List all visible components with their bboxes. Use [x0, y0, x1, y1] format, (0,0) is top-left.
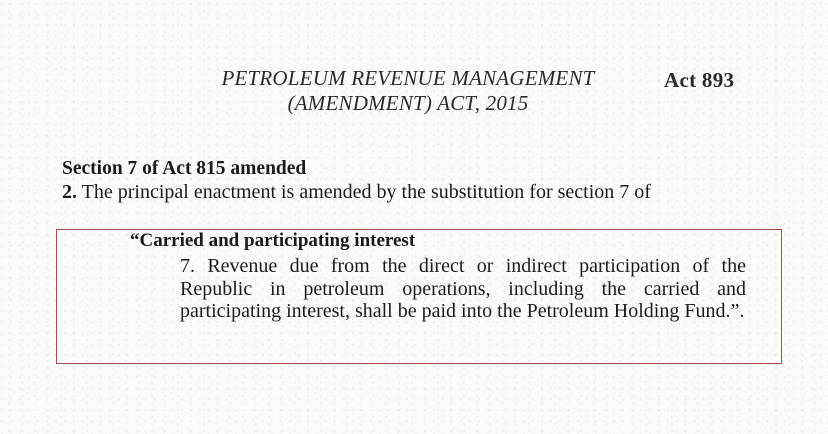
act-number: Act 893: [664, 68, 735, 92]
amendment-text: 7. Revenue due from the direct or indirect participation of the Republic in petroleum operations, including the carried and participating interest, shall be paid into the Petroleum Holding Fund.”.: [180, 255, 746, 322]
running-title-line-1: PETROLEUM REVENUE MANAGEMENT: [221, 66, 595, 90]
paragraph-number: 2.: [62, 181, 77, 203]
section-heading: Section 7 of Act 815 amended: [62, 158, 307, 179]
section-paragraph: [62, 181, 752, 203]
paragraph-text: The principal enactment is amended by the substitution for section 7 of: [77, 181, 651, 203]
running-title-line-2: (AMENDMENT) ACT, 2015: [287, 91, 529, 115]
amendment-heading: “Carried and participating interest: [130, 230, 416, 251]
running-title: [198, 66, 618, 116]
